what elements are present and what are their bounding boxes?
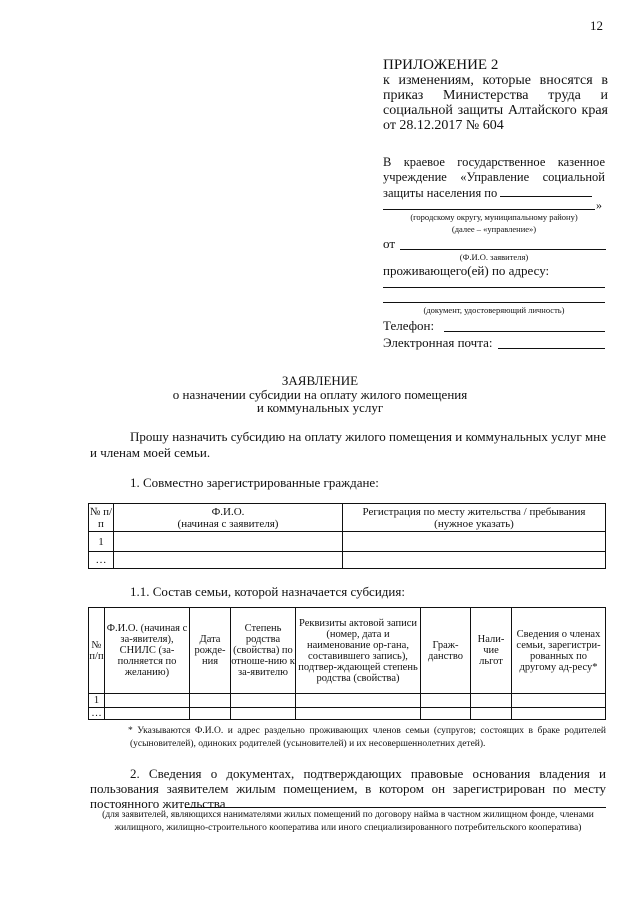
cell-other-address[interactable] — [512, 708, 606, 720]
section2-text — [90, 766, 606, 811]
cell-fio[interactable] — [105, 694, 190, 708]
phone-field[interactable] — [444, 331, 605, 332]
table-registered — [88, 503, 606, 569]
section11-heading: 1.1. Состав семьи, которой назначается субсидия: — [130, 584, 405, 599]
col-other-address: Сведения о членах семьи, зарегистри-рованных по другому ад-ресу* — [512, 608, 606, 694]
cell-benefits[interactable] — [471, 694, 512, 708]
table-family — [88, 607, 606, 720]
statement-subtitle2: и коммунальных услуг — [256, 400, 384, 415]
email-label: Электронная почта: — [383, 335, 493, 350]
cell-citizenship[interactable] — [421, 708, 471, 720]
col-reg-title: Регистрация по месту жительства / пребывания — [362, 505, 586, 518]
cell-benefits[interactable] — [471, 708, 512, 720]
note-district: (городскому округу, муниципальному району) — [410, 212, 578, 222]
address-field-line1[interactable] — [383, 287, 605, 288]
appendix-text: к изменениям, которые вносятся в приказ Министерства труда и социальной защиты Алтайского края от 28.12.2017 № 604 — [383, 73, 608, 133]
section1-heading: 1. Совместно зарегистрированные граждане: — [130, 475, 379, 490]
row-num: 1 — [89, 694, 105, 708]
cell-dob[interactable] — [190, 708, 231, 720]
close-quote: » — [596, 198, 602, 212]
request-text: Прошу назначить субсидию на оплату жилого помещения и коммунальных услуг мне и членам моей семьи. — [90, 429, 606, 460]
cell-registration[interactable] — [343, 532, 606, 552]
statement-subtitle1: о назначении субсидии на оплату жилого помещения — [172, 387, 468, 402]
cell-relation[interactable] — [231, 694, 296, 708]
documents-field[interactable] — [185, 807, 606, 808]
col-fio — [114, 504, 343, 532]
col-act-record: Реквизиты актовой записи (номер, дата и наименование ор-гана, составившего запись), подтвер-ждающей степень родства (свойства) — [296, 608, 421, 694]
phone-label: Телефон: — [383, 318, 435, 333]
col-reg-sub: (нужное указать) — [434, 517, 514, 530]
cell-fio[interactable] — [114, 532, 343, 552]
cell-act-record[interactable] — [296, 708, 421, 720]
col-relation: Степень родства (свойства) по отноше-нию к за-явителю — [231, 608, 296, 694]
from-label: от — [383, 236, 396, 251]
fio-field[interactable] — [400, 249, 606, 250]
note-district2: (далее – «управление») — [451, 224, 537, 234]
col-dob: Дата рожде-ния — [190, 608, 231, 694]
address-label: проживающего(ей) по адресу: — [383, 263, 550, 278]
col-citizenship: Граж-данство — [421, 608, 471, 694]
section2-body: 2. Сведения о документах, подтверждающих правовые основания владения и пользования заявителем жилым помещением, в котором он зарегистрирован по месту постоянного жительства — [90, 766, 606, 811]
row-num: … — [89, 708, 105, 720]
email-field[interactable] — [498, 348, 605, 349]
cell-dob[interactable] — [190, 694, 231, 708]
cell-fio[interactable] — [105, 708, 190, 720]
table-row — [89, 694, 606, 708]
col-fio: Ф.И.О. (начиная с за-явителя), СНИЛС (за-полняется по желанию) — [105, 608, 190, 694]
page-number: 12 — [590, 18, 603, 33]
district-field-line2[interactable] — [383, 209, 595, 210]
cell-citizenship[interactable] — [421, 694, 471, 708]
cell-registration[interactable] — [343, 552, 606, 569]
footnote: * Указываются Ф.И.О. и адрес раздельно проживающих членов семьи (супругов; состоящих в браке родителей (усыновителей), одиноких родителей (усыновителей) и их несовершеннолетних детей). — [128, 726, 606, 749]
addressee-block — [383, 155, 605, 201]
cell-relation[interactable] — [231, 708, 296, 720]
addressee-to-text: В краевое государственное казенное учреждение «Управление социальной защиты населения по — [383, 155, 605, 200]
col-registration — [343, 504, 606, 532]
col-fio-sub: (начиная с заявителя) — [177, 517, 279, 530]
table-row — [89, 532, 606, 552]
note-fio: (Ф.И.О. заявителя) — [459, 252, 529, 262]
cell-act-record[interactable] — [296, 694, 421, 708]
appendix-header — [383, 58, 608, 133]
row-num: 1 — [89, 532, 114, 552]
section2-note: (для заявителей, являющихся нанимателями жилых помещений по договору найма в частном жилищном фонде, членами жилищного, жилищно-строительного кооператива или иного специализированного потребительского кооператива) — [102, 810, 594, 833]
col-benefits: Нали-чие льгот — [471, 608, 512, 694]
col-fio-title: Ф.И.О. — [211, 505, 245, 518]
cell-fio[interactable] — [114, 552, 343, 569]
district-field[interactable] — [500, 185, 592, 197]
note-document: (документ, удостоверяющий личность) — [423, 305, 565, 315]
cell-other-address[interactable] — [512, 694, 606, 708]
col-num: № п/п — [89, 608, 105, 694]
table-row — [89, 552, 606, 569]
table-row — [89, 708, 606, 720]
col-num: № п/п — [89, 505, 113, 530]
statement-title: ЗАЯВЛЕНИЕ — [281, 373, 359, 388]
row-num: … — [89, 552, 114, 569]
address-field-line2[interactable] — [383, 302, 605, 303]
appendix-title: ПРИЛОЖЕНИЕ 2 — [383, 57, 499, 73]
